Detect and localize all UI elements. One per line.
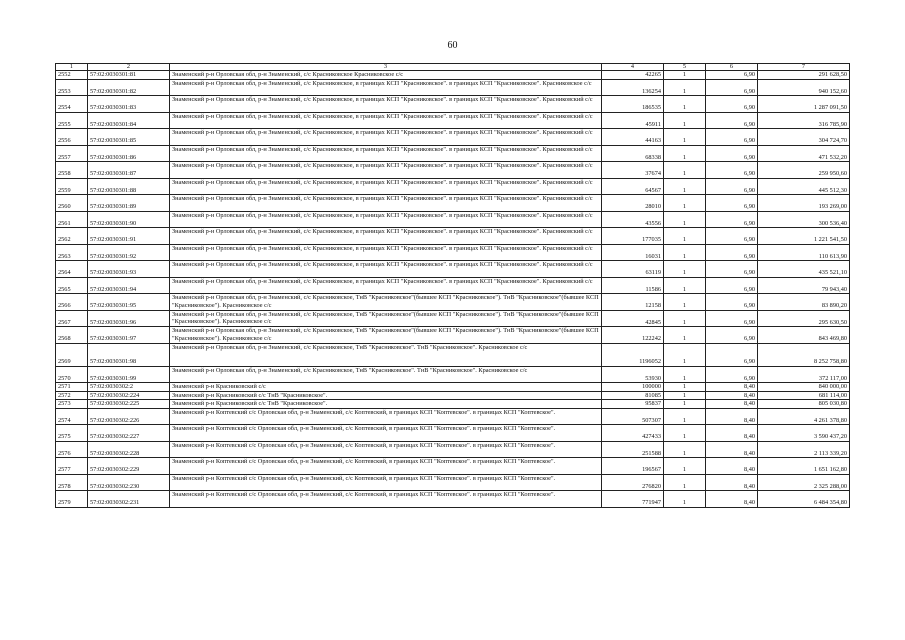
cost-value: 8 252 758,80 (758, 343, 850, 366)
cadastral-number: 57:02:0030302:224 (88, 391, 170, 400)
quantity-value: 1 (664, 491, 706, 508)
cost-value: 445 512,30 (758, 178, 850, 195)
cost-value: 940 152,60 (758, 79, 850, 96)
unit-price-value: 6,90 (706, 277, 758, 294)
cost-value: 79 943,40 (758, 277, 850, 294)
unit-price-value: 6,90 (706, 112, 758, 129)
cost-value: 843 469,80 (758, 327, 850, 344)
cadastral-number: 57:02:0030302:2 (88, 383, 170, 392)
row-number: 2557 (56, 145, 88, 162)
cost-value: 295 630,50 (758, 310, 850, 327)
location-description: Знаменский р-н Орловская обл, р-н Знаменский, с/с Красниковское, в границах КСП "Красниковское". в границах КСП "Красниковское". Красниковский с/с (170, 112, 602, 129)
area-value: 11586 (602, 277, 664, 294)
page-number: 60 (447, 40, 458, 51)
quantity-value: 1 (664, 400, 706, 409)
cadastral-number: 57:02:0030302:227 (88, 425, 170, 442)
cadastral-number: 57:02:0030301:89 (88, 195, 170, 212)
cost-value: 6 484 354,80 (758, 491, 850, 508)
quantity-value: 1 (664, 145, 706, 162)
table-row (56, 391, 850, 400)
row-number: 2555 (56, 112, 88, 129)
table-row (56, 145, 850, 162)
location-description: Знаменский р-н Орловская обл, р-н Знаменский, с/с Красниковское, ТнВ "Красниковское"(бывшее КСП "Красниковское"). ТнВ "Красниковское"(бывшее КСП "Красниковское"). Красниковское с/с (170, 327, 602, 344)
area-value: 37674 (602, 162, 664, 179)
table-row (56, 277, 850, 294)
column-header: 1 (56, 64, 88, 71)
unit-price-value: 6,90 (706, 145, 758, 162)
unit-price-value: 6,90 (706, 261, 758, 278)
row-number: 2575 (56, 425, 88, 442)
table-row (56, 244, 850, 261)
cadastral-number: 57:02:0030301:92 (88, 244, 170, 261)
unit-price-value: 6,90 (706, 228, 758, 245)
cost-value: 435 521,10 (758, 261, 850, 278)
cost-value: 2 113 339,20 (758, 441, 850, 458)
location-description: Знаменский р-н Орловская обл, р-н Знаменский, с/с Красниковское, в границах КСП "Красниковское". в границах КСП "Красниковское". Красниковский с/с (170, 261, 602, 278)
cadastral-number: 57:02:0030302:229 (88, 458, 170, 475)
quantity-value: 1 (664, 458, 706, 475)
unit-price-value: 8,40 (706, 391, 758, 400)
unit-price-value: 6,90 (706, 178, 758, 195)
area-value: 251588 (602, 441, 664, 458)
cost-value: 3 590 437,20 (758, 425, 850, 442)
cadastral-number: 57:02:0030301:82 (88, 79, 170, 96)
table-row (56, 211, 850, 228)
cost-value: 2 325 288,00 (758, 474, 850, 491)
row-number: 2571 (56, 383, 88, 392)
location-description: Знаменский р-н Орловская обл, р-н Знаменский, с/с Красниковское, ТнВ "Красниковское". ТнВ "Красниковское". Красниковское с/с (170, 343, 602, 366)
cadastral-number: 57:02:0030301:93 (88, 261, 170, 278)
quantity-value: 1 (664, 366, 706, 383)
quantity-value: 1 (664, 178, 706, 195)
unit-price-value: 8,40 (706, 491, 758, 508)
row-number: 2574 (56, 408, 88, 425)
area-value: 276820 (602, 474, 664, 491)
area-value: 122242 (602, 327, 664, 344)
location-description: Знаменский р-н Коптевский с/с Орловская обл, р-н Знаменский, с/с Коптевский, в границах КСП "Коптевское". в границах КСП "Коптевское". (170, 458, 602, 475)
table-row (56, 195, 850, 212)
cost-value: 259 950,60 (758, 162, 850, 179)
row-number: 2554 (56, 96, 88, 113)
cost-value: 372 117,00 (758, 366, 850, 383)
row-number: 2559 (56, 178, 88, 195)
cadastral-number: 57:02:0030301:96 (88, 310, 170, 327)
row-number: 2579 (56, 491, 88, 508)
row-number: 2576 (56, 441, 88, 458)
quantity-value: 1 (664, 474, 706, 491)
area-value: 68338 (602, 145, 664, 162)
row-number: 2558 (56, 162, 88, 179)
table-row (56, 400, 850, 409)
cost-value: 1 287 091,50 (758, 96, 850, 113)
row-number: 2569 (56, 343, 88, 366)
area-value: 196567 (602, 458, 664, 475)
column-header: 7 (758, 64, 850, 71)
quantity-value: 1 (664, 310, 706, 327)
unit-price-value: 6,90 (706, 79, 758, 96)
location-description: Знаменский р-н Орловская обл, р-н Знаменский, с/с Красниковское, в границах КСП "Красниковское". в границах КСП "Красниковское". Красниковский с/с (170, 277, 602, 294)
cost-value: 300 536,40 (758, 211, 850, 228)
cadastral-number: 57:02:0030302:225 (88, 400, 170, 409)
table-row (56, 129, 850, 146)
cadastral-number: 57:02:0030302:230 (88, 474, 170, 491)
row-number: 2568 (56, 327, 88, 344)
table-row (56, 474, 850, 491)
cost-value: 4 261 378,80 (758, 408, 850, 425)
area-value: 136254 (602, 79, 664, 96)
location-description: Знаменский р-н Коптевский с/с Орловская обл, р-н Знаменский, с/с Коптевский, в границах КСП "Коптевское". в границах КСП "Коптевское". (170, 491, 602, 508)
table-row (56, 383, 850, 392)
area-value: 63119 (602, 261, 664, 278)
location-description: Знаменский р-н Орловская обл, р-н Знаменский, с/с Красниковское, в границах КСП "Красниковское". в границах КСП "Красниковское". Красниковский с/с (170, 244, 602, 261)
location-description: Знаменский р-н Коптевский с/с Орловская обл, р-н Знаменский, с/с Коптевский, в границах КСП "Коптевское". в границах КСП "Коптевское". (170, 441, 602, 458)
quantity-value: 1 (664, 277, 706, 294)
area-value: 95837 (602, 400, 664, 409)
cadastral-number: 57:02:0030301:83 (88, 96, 170, 113)
table-row (56, 408, 850, 425)
cost-value: 840 000,00 (758, 383, 850, 392)
cost-value: 193 269,00 (758, 195, 850, 212)
cadastral-number: 57:02:0030302:226 (88, 408, 170, 425)
quantity-value: 1 (664, 343, 706, 366)
cost-value: 805 030,80 (758, 400, 850, 409)
cost-value: 471 532,20 (758, 145, 850, 162)
table-row (56, 96, 850, 113)
location-description: Знаменский р-н Красниковский с/с ТнВ "Красниковское". (170, 400, 602, 409)
location-description: Знаменский р-н Орловская обл, р-н Знаменский, с/с Красниковское Красниковское с/с (170, 71, 602, 80)
row-number: 2553 (56, 79, 88, 96)
area-value: 186535 (602, 96, 664, 113)
area-value: 45911 (602, 112, 664, 129)
cost-value: 110 613,90 (758, 244, 850, 261)
row-number: 2573 (56, 400, 88, 409)
column-header: 6 (706, 64, 758, 71)
land-registry-table (55, 63, 850, 508)
row-number: 2578 (56, 474, 88, 491)
table-row (56, 366, 850, 383)
unit-price-value: 6,90 (706, 244, 758, 261)
table-row (56, 178, 850, 195)
table-row (56, 327, 850, 344)
quantity-value: 1 (664, 79, 706, 96)
column-header: 2 (88, 64, 170, 71)
cost-value: 1 651 162,80 (758, 458, 850, 475)
unit-price-value: 8,40 (706, 458, 758, 475)
row-number: 2567 (56, 310, 88, 327)
cadastral-number: 57:02:0030301:90 (88, 211, 170, 228)
unit-price-value: 6,90 (706, 310, 758, 327)
cadastral-number: 57:02:0030301:98 (88, 343, 170, 366)
area-value: 28010 (602, 195, 664, 212)
table-row (56, 441, 850, 458)
unit-price-value: 6,90 (706, 71, 758, 80)
location-description: Знаменский р-н Орловская обл, р-н Знаменский, с/с Красниковское, в границах КСП "Красниковское". в границах КСП "Красниковское". Красниковский с/с (170, 211, 602, 228)
quantity-value: 1 (664, 162, 706, 179)
location-description: Знаменский р-н Орловская обл, р-н Знаменский, с/с Красниковское, в границах КСП "Красниковское". в границах КСП "Красниковское". Красниковский с/с (170, 162, 602, 179)
area-value: 427433 (602, 425, 664, 442)
location-description: Знаменский р-н Орловская обл, р-н Знаменский, с/с Красниковское, в границах КСП "Красниковское". в границах КСП "Красниковское". Красниковский с/с (170, 178, 602, 195)
location-description: Знаменский р-н Орловская обл, р-н Знаменский, с/с Красниковское, в границах КСП "Красниковское". в границах КСП "Красниковское". Красниковский с/с (170, 145, 602, 162)
unit-price-value: 8,40 (706, 425, 758, 442)
table-row (56, 458, 850, 475)
unit-price-value: 8,40 (706, 383, 758, 392)
quantity-value: 1 (664, 228, 706, 245)
location-description: Знаменский р-н Коптевский с/с Орловская обл, р-н Знаменский, с/с Коптевский, в границах КСП "Коптевское". в границах КСП "Коптевское". (170, 408, 602, 425)
area-value: 81085 (602, 391, 664, 400)
quantity-value: 1 (664, 96, 706, 113)
location-description: Знаменский р-н Коптевский с/с Орловская обл, р-н Знаменский, с/с Коптевский, в границах КСП "Коптевское". в границах КСП "Коптевское". (170, 474, 602, 491)
row-number: 2577 (56, 458, 88, 475)
quantity-value: 1 (664, 441, 706, 458)
column-header-row (56, 64, 850, 71)
table-row (56, 343, 850, 366)
cadastral-number: 57:02:0030301:85 (88, 129, 170, 146)
cadastral-number: 57:02:0030302:228 (88, 441, 170, 458)
location-description: Знаменский р-н Орловская обл, р-н Знаменский, с/с Красниковское, ТнВ "Красниковское". ТнВ "Красниковское". Красниковское с/с (170, 366, 602, 383)
table-row (56, 79, 850, 96)
location-description: Знаменский р-н Красниковский с/с (170, 383, 602, 392)
area-value: 771947 (602, 491, 664, 508)
area-value: 16031 (602, 244, 664, 261)
area-value: 64567 (602, 178, 664, 195)
quantity-value: 1 (664, 261, 706, 278)
unit-price-value: 6,90 (706, 366, 758, 383)
cost-value: 316 785,90 (758, 112, 850, 129)
cost-value: 83 890,20 (758, 294, 850, 311)
table-row (56, 310, 850, 327)
cost-value: 681 114,00 (758, 391, 850, 400)
unit-price-value: 6,90 (706, 96, 758, 113)
table-row (56, 112, 850, 129)
location-description: Знаменский р-н Орловская обл, р-н Знаменский, с/с Красниковское, в границах КСП "Красниковское". в границах КСП "Красниковское". Красниковский с/с (170, 129, 602, 146)
area-value: 12158 (602, 294, 664, 311)
quantity-value: 1 (664, 211, 706, 228)
cadastral-number: 57:02:0030301:91 (88, 228, 170, 245)
quantity-value: 1 (664, 383, 706, 392)
row-number: 2570 (56, 366, 88, 383)
area-value: 507307 (602, 408, 664, 425)
unit-price-value: 8,40 (706, 474, 758, 491)
location-description: Знаменский р-н Орловская обл, р-н Знаменский, с/с Красниковское, в границах КСП "Красниковское". в границах КСП "Красниковское". Красниковский с/с (170, 228, 602, 245)
column-header: 3 (170, 64, 602, 71)
quantity-value: 1 (664, 244, 706, 261)
unit-price-value: 8,40 (706, 400, 758, 409)
quantity-value: 1 (664, 391, 706, 400)
location-description: Знаменский р-н Орловская обл, р-н Знаменский, с/с Красниковское, в границах КСП "Красниковское". в границах КСП "Красниковское". Красниковский с/с (170, 96, 602, 113)
table-row (56, 261, 850, 278)
area-value: 43556 (602, 211, 664, 228)
row-number: 2561 (56, 211, 88, 228)
column-header: 5 (664, 64, 706, 71)
row-number: 2560 (56, 195, 88, 212)
unit-price-value: 6,90 (706, 294, 758, 311)
location-description: Знаменский р-н Орловская обл, р-н Знаменский, с/с Красниковское, ТнВ "Красниковское"(бывшее КСП "Красниковское"). ТнВ "Красниковское"(бывшее КСП "Красниковское"). Красниковское с/с (170, 310, 602, 327)
unit-price-value: 6,90 (706, 195, 758, 212)
table-row (56, 228, 850, 245)
location-description: Знаменский р-н Красниковский с/с ТнВ "Красниковское". (170, 391, 602, 400)
unit-price-value: 6,90 (706, 327, 758, 344)
quantity-value: 1 (664, 294, 706, 311)
row-number: 2562 (56, 228, 88, 245)
column-header: 4 (602, 64, 664, 71)
cadastral-number: 57:02:0030301:87 (88, 162, 170, 179)
quantity-value: 1 (664, 71, 706, 80)
cost-value: 304 724,70 (758, 129, 850, 146)
cost-value: 1 221 541,50 (758, 228, 850, 245)
quantity-value: 1 (664, 195, 706, 212)
location-description: Знаменский р-н Коптевский с/с Орловская обл, р-н Знаменский, с/с Коптевский, в границах КСП "Коптевское". в границах КСП "Коптевское". (170, 425, 602, 442)
quantity-value: 1 (664, 408, 706, 425)
cost-value: 291 628,50 (758, 71, 850, 80)
area-value: 42265 (602, 71, 664, 80)
location-description: Знаменский р-н Орловская обл, р-н Знаменский, с/с Красниковское, ТнВ "Красниковское"(бывшее КСП "Красниковское"). ТнВ "Красниковское"(бывшее КСП "Красниковское"). Красниковское с/с (170, 294, 602, 311)
cadastral-number: 57:02:0030302:231 (88, 491, 170, 508)
cadastral-number: 57:02:0030301:94 (88, 277, 170, 294)
cadastral-number: 57:02:0030301:84 (88, 112, 170, 129)
cadastral-number: 57:02:0030301:86 (88, 145, 170, 162)
area-value: 1196052 (602, 343, 664, 366)
table-row (56, 162, 850, 179)
quantity-value: 1 (664, 112, 706, 129)
row-number: 2565 (56, 277, 88, 294)
unit-price-value: 6,90 (706, 343, 758, 366)
area-value: 177035 (602, 228, 664, 245)
table-row (56, 491, 850, 508)
unit-price-value: 6,90 (706, 129, 758, 146)
table-row (56, 294, 850, 311)
row-number: 2572 (56, 391, 88, 400)
row-number: 2564 (56, 261, 88, 278)
quantity-value: 1 (664, 327, 706, 344)
quantity-value: 1 (664, 425, 706, 442)
area-value: 53930 (602, 366, 664, 383)
row-number: 2563 (56, 244, 88, 261)
unit-price-value: 8,40 (706, 408, 758, 425)
location-description: Знаменский р-н Орловская обл, р-н Знаменский, с/с Красниковское, в границах КСП "Красниковское". в границах КСП "Красниковское". Красниковское с/с (170, 79, 602, 96)
unit-price-value: 6,90 (706, 162, 758, 179)
row-number: 2552 (56, 71, 88, 80)
row-number: 2566 (56, 294, 88, 311)
row-number: 2556 (56, 129, 88, 146)
area-value: 100000 (602, 383, 664, 392)
table-row (56, 425, 850, 442)
area-value: 42845 (602, 310, 664, 327)
location-description: Знаменский р-н Орловская обл, р-н Знаменский, с/с Красниковское, в границах КСП "Красниковское". в границах КСП "Красниковское". Красниковский с/с (170, 195, 602, 212)
unit-price-value: 8,40 (706, 441, 758, 458)
cadastral-number: 57:02:0030301:81 (88, 71, 170, 80)
cadastral-number: 57:02:0030301:88 (88, 178, 170, 195)
cadastral-number: 57:02:0030301:97 (88, 327, 170, 344)
area-value: 44163 (602, 129, 664, 146)
cadastral-number: 57:02:0030301:99 (88, 366, 170, 383)
table-row (56, 71, 850, 80)
quantity-value: 1 (664, 129, 706, 146)
cadastral-number: 57:02:0030301:95 (88, 294, 170, 311)
unit-price-value: 6,90 (706, 211, 758, 228)
